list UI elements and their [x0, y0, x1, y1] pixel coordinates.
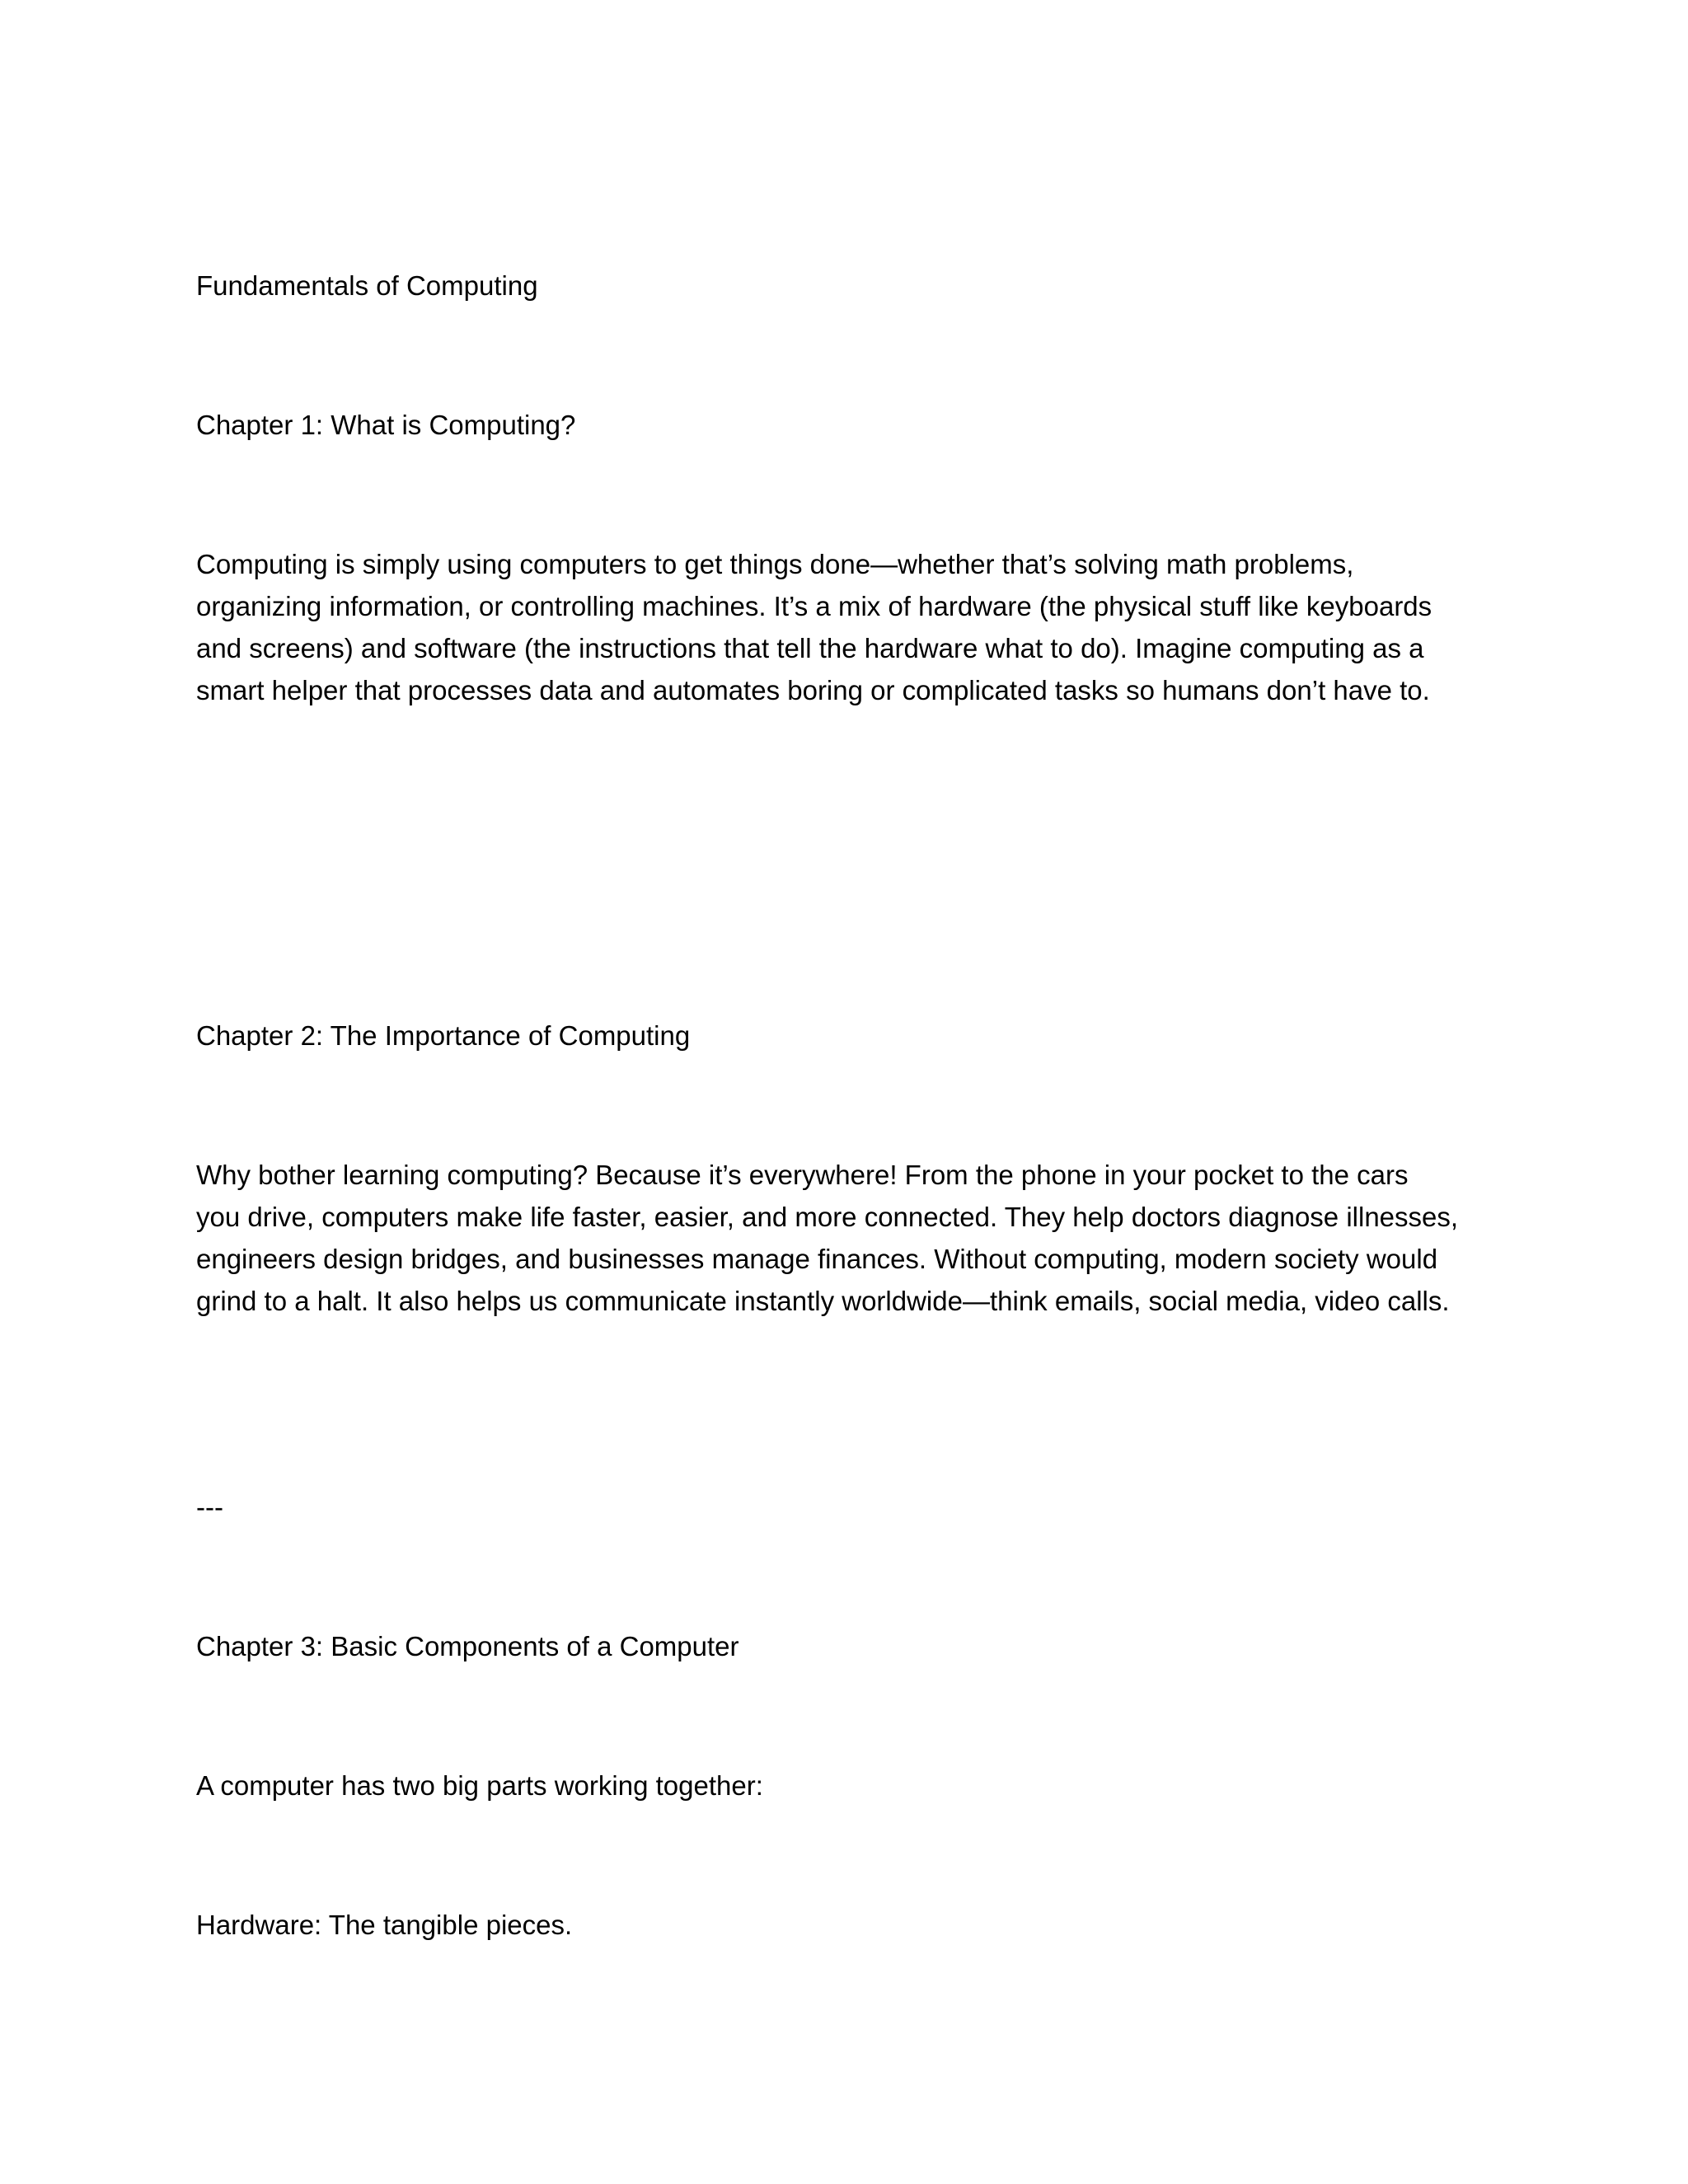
- paragraph-line: you drive, computers make life faster, easier, and more connected. They help doctors diagnose illnesses,: [196, 1202, 1459, 1232]
- paragraph-line: organizing information, or controlling machines. It’s a mix of hardware (the physical stuff like keyboards: [196, 591, 1432, 621]
- paragraph-line: Computing is simply using computers to get things done—whether that’s solving math problems,: [196, 549, 1354, 579]
- chapter-3-heading: Chapter 3: Basic Components of a Computer: [196, 1631, 739, 1661]
- paragraph-line: and screens) and software (the instructions that tell the hardware what to do). Imagine computing as a: [196, 633, 1424, 663]
- chapter-1-paragraph: [196, 543, 1515, 711]
- paragraph-line: Why bother learning computing? Because it’s everywhere! From the phone in your pocket to the cars: [196, 1160, 1409, 1190]
- paragraph-line: smart helper that processes data and automates boring or complicated tasks so humans don’t have to.: [196, 675, 1430, 705]
- paragraph-line: engineers design bridges, and businesses manage finances. Without computing, modern society would: [196, 1244, 1438, 1274]
- hardware-definition: Hardware: The tangible pieces.: [196, 1910, 573, 1940]
- document-title: Fundamentals of Computing: [196, 270, 538, 301]
- paragraph-line: grind to a halt. It also helps us communicate instantly worldwide—think emails, social media, video calls.: [196, 1286, 1450, 1316]
- chapter-2-heading: Chapter 2: The Importance of Computing: [196, 1020, 691, 1051]
- chapter-3-intro: A computer has two big parts working together:: [196, 1770, 763, 1801]
- chapter-2-paragraph: [196, 1154, 1515, 1322]
- chapter-1-heading: Chapter 1: What is Computing?: [196, 410, 576, 440]
- section-separator: ---: [196, 1492, 223, 1522]
